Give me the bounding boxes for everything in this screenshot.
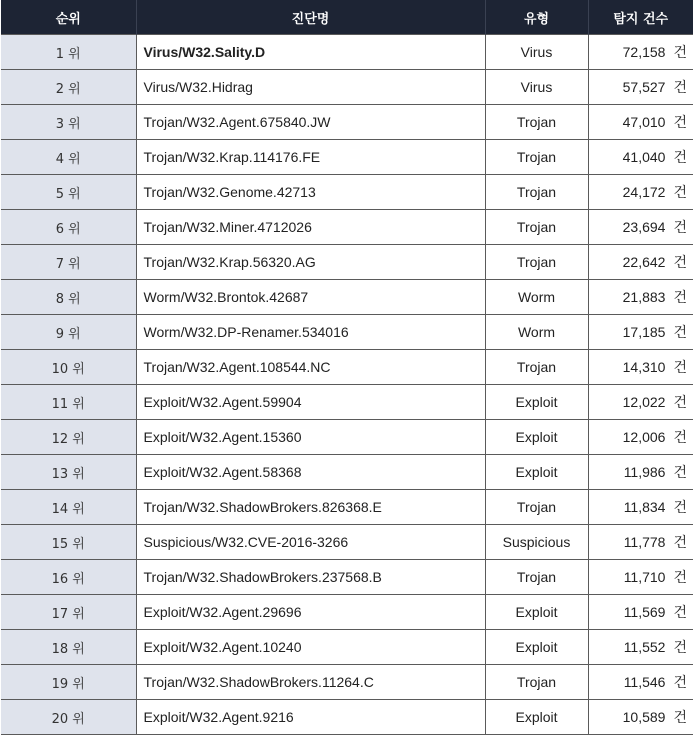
count-value: 22,642 <box>622 254 666 270</box>
count-value: 72,158 <box>622 44 666 60</box>
table-row <box>1 595 693 630</box>
detection-count-cell <box>588 175 693 210</box>
detection-count-cell <box>588 665 693 700</box>
count-value: 41,040 <box>622 149 666 165</box>
type-cell: Exploit <box>485 385 588 420</box>
rank-cell: 16 위 <box>1 560 136 595</box>
type-cell: Worm <box>485 315 588 350</box>
diagnosis-name-cell: Trojan/W32.Agent.675840.JW <box>136 105 485 140</box>
table-row <box>1 315 693 350</box>
count-unit: 건 <box>673 395 687 411</box>
diagnosis-name-cell: Trojan/W32.ShadowBrokers.237568.B <box>136 560 485 595</box>
detection-count-cell <box>588 420 693 455</box>
rank-cell: 12 위 <box>1 420 136 455</box>
detection-count-cell <box>588 630 693 665</box>
diagnosis-name-cell: Trojan/W32.Agent.108544.NC <box>136 350 485 385</box>
table-row <box>1 630 693 665</box>
count-unit: 건 <box>673 640 687 656</box>
count-unit: 건 <box>673 570 687 586</box>
diagnosis-name-cell: Virus/W32.Sality.D <box>136 35 485 70</box>
table-row <box>1 455 693 490</box>
rank-cell: 10 위 <box>1 350 136 385</box>
diagnosis-name-cell: Exploit/W32.Agent.58368 <box>136 455 485 490</box>
count-value: 11,834 <box>623 499 666 515</box>
count-value: 11,986 <box>623 464 666 480</box>
detection-count-cell <box>588 280 693 315</box>
detection-count-cell <box>588 105 693 140</box>
type-cell: Virus <box>485 35 588 70</box>
table-row <box>1 175 693 210</box>
rank-cell: 20 위 <box>1 700 136 735</box>
count-value: 12,006 <box>622 429 666 445</box>
rank-cell: 3 위 <box>1 105 136 140</box>
header-diagnosis-name: 진단명 <box>136 0 485 35</box>
detection-count-cell <box>588 245 693 280</box>
diagnosis-name-cell: Trojan/W32.ShadowBrokers.11264.C <box>136 665 485 700</box>
count-unit: 건 <box>673 220 687 236</box>
count-value: 57,527 <box>622 79 666 95</box>
count-value: 11,710 <box>623 569 666 585</box>
rank-cell: 14 위 <box>1 490 136 525</box>
table-header <box>1 0 693 35</box>
detection-count-cell <box>588 140 693 175</box>
table-row <box>1 420 693 455</box>
detection-count-cell <box>588 315 693 350</box>
count-value: 47,010 <box>622 114 666 130</box>
count-unit: 건 <box>673 255 687 271</box>
count-unit: 건 <box>673 45 687 61</box>
count-unit: 건 <box>673 115 687 131</box>
table-row <box>1 385 693 420</box>
count-unit: 건 <box>673 605 687 621</box>
rank-cell: 1 위 <box>1 35 136 70</box>
diagnosis-name-cell: Virus/W32.Hidrag <box>136 70 485 105</box>
rank-cell: 2 위 <box>1 70 136 105</box>
count-unit: 건 <box>673 430 687 446</box>
table-row <box>1 665 693 700</box>
count-value: 11,569 <box>623 604 666 620</box>
count-unit: 건 <box>673 500 687 516</box>
diagnosis-name-cell: Exploit/W32.Agent.15360 <box>136 420 485 455</box>
diagnosis-name-cell: Trojan/W32.Genome.42713 <box>136 175 485 210</box>
count-unit: 건 <box>673 185 687 201</box>
rank-cell: 11 위 <box>1 385 136 420</box>
header-type: 유형 <box>485 0 588 35</box>
diagnosis-name-cell: Trojan/W32.ShadowBrokers.826368.E <box>136 490 485 525</box>
table-row <box>1 280 693 315</box>
table-row <box>1 700 693 735</box>
table-row <box>1 105 693 140</box>
table-row <box>1 525 693 560</box>
header-row <box>1 0 693 35</box>
diagnosis-name-cell: Trojan/W32.Miner.4712026 <box>136 210 485 245</box>
diagnosis-name-cell: Trojan/W32.Krap.56320.AG <box>136 245 485 280</box>
count-unit: 건 <box>673 710 687 726</box>
table-row <box>1 560 693 595</box>
count-unit: 건 <box>673 465 687 481</box>
count-value: 12,022 <box>622 394 666 410</box>
count-value: 23,694 <box>622 219 666 235</box>
type-cell: Trojan <box>485 175 588 210</box>
diagnosis-name-cell: Exploit/W32.Agent.29696 <box>136 595 485 630</box>
rank-cell: 19 위 <box>1 665 136 700</box>
count-value: 11,546 <box>623 674 666 690</box>
detection-count-cell <box>588 455 693 490</box>
detection-count-cell <box>588 560 693 595</box>
count-unit: 건 <box>673 675 687 691</box>
diagnosis-name-cell: Trojan/W32.Krap.114176.FE <box>136 140 485 175</box>
table-row <box>1 490 693 525</box>
diagnosis-name-cell: Worm/W32.DP-Renamer.534016 <box>136 315 485 350</box>
count-unit: 건 <box>673 535 687 551</box>
count-value: 10,589 <box>622 709 666 725</box>
type-cell: Trojan <box>485 665 588 700</box>
table-row <box>1 245 693 280</box>
count-value: 11,778 <box>623 534 666 550</box>
type-cell: Trojan <box>485 560 588 595</box>
table-row <box>1 70 693 105</box>
type-cell: Exploit <box>485 630 588 665</box>
detection-count-cell <box>588 385 693 420</box>
count-value: 14,310 <box>622 359 666 375</box>
type-cell: Suspicious <box>485 525 588 560</box>
rank-cell: 15 위 <box>1 525 136 560</box>
rank-cell: 13 위 <box>1 455 136 490</box>
detection-count-cell <box>588 350 693 385</box>
type-cell: Trojan <box>485 350 588 385</box>
table-row <box>1 140 693 175</box>
table-row <box>1 350 693 385</box>
type-cell: Exploit <box>485 595 588 630</box>
detection-ranking-table-container <box>1 0 693 735</box>
detection-count-cell <box>588 595 693 630</box>
header-detection-count: 탐지 건수 <box>588 0 693 35</box>
type-cell: Trojan <box>485 490 588 525</box>
rank-cell: 8 위 <box>1 280 136 315</box>
type-cell: Exploit <box>485 420 588 455</box>
detection-count-cell <box>588 35 693 70</box>
count-unit: 건 <box>673 150 687 166</box>
type-cell: Worm <box>485 280 588 315</box>
detection-count-cell <box>588 490 693 525</box>
type-cell: Trojan <box>485 105 588 140</box>
rank-cell: 9 위 <box>1 315 136 350</box>
diagnosis-name-cell: Exploit/W32.Agent.10240 <box>136 630 485 665</box>
diagnosis-name-cell: Suspicious/W32.CVE-2016-3266 <box>136 525 485 560</box>
rank-cell: 17 위 <box>1 595 136 630</box>
detection-count-cell <box>588 210 693 245</box>
diagnosis-name-cell: Exploit/W32.Agent.9216 <box>136 700 485 735</box>
detection-ranking-table <box>1 0 693 735</box>
table-row <box>1 35 693 70</box>
count-unit: 건 <box>673 80 687 96</box>
diagnosis-name-cell: Exploit/W32.Agent.59904 <box>136 385 485 420</box>
detection-count-cell <box>588 700 693 735</box>
type-cell: Exploit <box>485 700 588 735</box>
count-value: 21,883 <box>622 289 666 305</box>
count-unit: 건 <box>673 360 687 376</box>
count-value: 24,172 <box>622 184 666 200</box>
table-body <box>1 35 693 735</box>
table-row <box>1 210 693 245</box>
detection-count-cell <box>588 525 693 560</box>
detection-count-cell <box>588 70 693 105</box>
type-cell: Virus <box>485 70 588 105</box>
type-cell: Trojan <box>485 140 588 175</box>
count-value: 17,185 <box>622 324 666 340</box>
count-unit: 건 <box>673 325 687 341</box>
count-unit: 건 <box>673 290 687 306</box>
header-rank: 순위 <box>1 0 136 35</box>
rank-cell: 4 위 <box>1 140 136 175</box>
rank-cell: 5 위 <box>1 175 136 210</box>
rank-cell: 18 위 <box>1 630 136 665</box>
rank-cell: 7 위 <box>1 245 136 280</box>
count-value: 11,552 <box>623 639 666 655</box>
rank-cell: 6 위 <box>1 210 136 245</box>
type-cell: Trojan <box>485 210 588 245</box>
diagnosis-name-cell: Worm/W32.Brontok.42687 <box>136 280 485 315</box>
type-cell: Trojan <box>485 245 588 280</box>
type-cell: Exploit <box>485 455 588 490</box>
